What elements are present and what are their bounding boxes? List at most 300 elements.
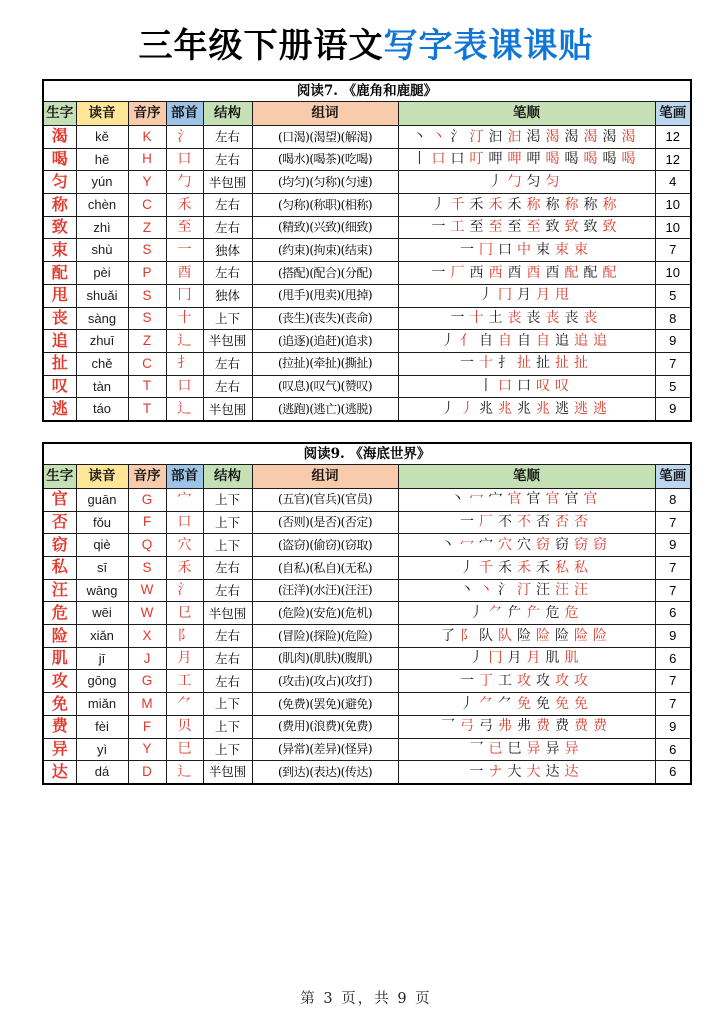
stroke-step: 厂 (450, 264, 465, 281)
stroke-step: 丿 (460, 400, 474, 417)
table-row (43, 761, 691, 784)
cell-words: (攻击)(攻占)(攻打) (252, 670, 398, 693)
stroke-step: 了 (441, 627, 455, 644)
stroke-step: 丶 (450, 491, 465, 508)
section-label: 阅读9. 《海底世界》 (43, 443, 691, 465)
column-header-strokeorder: 笔顺 (398, 464, 655, 488)
stroke-step: 禾 (488, 196, 503, 213)
stroke-step: 队 (479, 627, 493, 644)
stroke-step: 汪 (574, 582, 588, 599)
cell-stroke-order (398, 647, 655, 670)
stroke-step: 私 (555, 559, 569, 576)
stroke-step: 汩 (488, 128, 503, 145)
cell-radical: 禾 (166, 194, 203, 217)
cell-char: 险 (43, 625, 76, 648)
table-row (43, 738, 691, 761)
table-row (43, 693, 691, 716)
cell-structure: 左右 (203, 625, 252, 648)
column-header-structure: 结构 (203, 464, 252, 488)
cell-radical: 穴 (166, 534, 203, 557)
stroke-step: 禾 (507, 196, 522, 213)
cell-structure: 上下 (203, 534, 252, 557)
cell-structure: 上下 (203, 693, 252, 716)
cell-stroke-order (398, 738, 655, 761)
cell-pinyin: sàng (76, 307, 128, 330)
cell-stroke-order (398, 670, 655, 693)
table-row (43, 579, 691, 602)
cell-pinyin: gōng (76, 670, 128, 693)
cell-initial: Y (128, 738, 166, 761)
stroke-step: 千 (479, 559, 493, 576)
stroke-step: 一 (460, 355, 474, 372)
stroke-step: 配 (583, 264, 598, 281)
stroke-step: 汀 (517, 582, 531, 599)
cell-char: 肌 (43, 647, 76, 670)
stroke-step: 弗 (498, 718, 512, 735)
stroke-step: 致 (602, 219, 617, 236)
stroke-step: 渇 (526, 128, 541, 145)
cell-stroke-count: 9 (655, 330, 691, 353)
stroke-step: 险 (517, 627, 531, 644)
stroke-step: 酉 (526, 264, 541, 281)
cell-structure: 左右 (203, 126, 252, 149)
stroke-step: 免 (574, 695, 588, 712)
stroke-step: 追 (555, 332, 569, 349)
cell-initial: Q (128, 534, 166, 557)
table-row (43, 670, 691, 693)
stroke-step: 至 (507, 219, 522, 236)
cell-words: (否则)(是否)(否定) (252, 511, 398, 534)
stroke-step: 厃 (526, 604, 541, 621)
cell-structure: 独体 (203, 239, 252, 262)
stroke-step: 穴 (498, 536, 512, 553)
cell-initial: S (128, 557, 166, 580)
stroke-step: 攻 (517, 672, 531, 689)
cell-pinyin: fǒu (76, 511, 128, 534)
cell-char: 达 (43, 761, 76, 784)
stroke-step: 扯 (536, 355, 550, 372)
stroke-step: ⺈ (488, 604, 503, 621)
cell-structure: 左右 (203, 352, 252, 375)
cell-structure: 上下 (203, 511, 252, 534)
stroke-step: 配 (602, 264, 617, 281)
stroke-step: 喝 (583, 151, 598, 168)
cell-stroke-order (398, 534, 655, 557)
cell-initial: Z (128, 330, 166, 353)
cell-radical: 十 (166, 307, 203, 330)
stroke-step: 丿 (469, 650, 484, 667)
stroke-step: 窃 (555, 536, 569, 553)
cell-initial: Z (128, 216, 166, 239)
cell-structure: 左右 (203, 647, 252, 670)
cell-pinyin: chě (76, 352, 128, 375)
page-title (42, 18, 690, 67)
cell-stroke-order (398, 761, 655, 784)
stroke-step: 免 (536, 695, 550, 712)
stroke-step: 呷 (507, 151, 522, 168)
table-row (43, 647, 691, 670)
stroke-step: 喝 (621, 151, 636, 168)
cell-radical: 㔾 (166, 602, 203, 625)
stroke-step: 口 (498, 241, 512, 258)
cell-words: (拉扯)(牵扯)(撕扯) (252, 352, 398, 375)
cell-initial: T (128, 375, 166, 398)
stroke-step: 丿 (460, 695, 474, 712)
stroke-step: 致 (564, 219, 579, 236)
stroke-step: 西 (469, 264, 484, 281)
stroke-step: 自 (498, 332, 512, 349)
stroke-step: 厃 (507, 604, 522, 621)
cell-structure: 上下 (203, 488, 252, 511)
cell-stroke-order (398, 307, 655, 330)
section-label: 阅读7. 《鹿角和鹿腿》 (43, 80, 691, 102)
stroke-step: 氵 (498, 582, 512, 599)
stroke-step: 月 (526, 650, 541, 667)
stroke-step: 亻 (460, 332, 474, 349)
stroke-step: 称 (545, 196, 560, 213)
cell-words: (口渴)(渴望)(解渴) (252, 126, 398, 149)
stroke-step: 土 (488, 310, 503, 326)
stroke-step: 费 (536, 718, 550, 735)
stroke-step: 否 (555, 514, 569, 531)
column-header-count: 笔画 (655, 464, 691, 488)
cell-stroke-count: 7 (655, 693, 691, 716)
stroke-step: 不 (498, 514, 512, 531)
cell-char: 渴 (43, 126, 76, 149)
table-row (43, 534, 691, 557)
stroke-step: 穴 (517, 536, 531, 553)
cell-stroke-order (398, 352, 655, 375)
cell-char: 配 (43, 262, 76, 285)
stroke-step: 扯 (574, 355, 588, 372)
cell-stroke-order (398, 625, 655, 648)
stroke-step: 逃 (555, 400, 569, 417)
stroke-step: 私 (574, 559, 588, 576)
stroke-step: 汪 (555, 582, 569, 599)
cell-stroke-order (398, 511, 655, 534)
cell-words: (盗窃)(偷窃)(窃取) (252, 534, 398, 557)
cell-pinyin: yì (76, 738, 128, 761)
stroke-step: 口 (431, 151, 446, 168)
cell-stroke-order (398, 239, 655, 262)
cell-words: (汪洋)(水汪)(汪汪) (252, 579, 398, 602)
cell-stroke-order (398, 216, 655, 239)
stroke-step: 口 (498, 378, 512, 395)
cell-pinyin: qiè (76, 534, 128, 557)
cell-stroke-count: 9 (655, 715, 691, 738)
cell-char: 异 (43, 738, 76, 761)
page-number: 第 3 页，共 9 页 (300, 990, 432, 1007)
cell-words: (五官)(官兵)(官员) (252, 488, 398, 511)
cell-initial: T (128, 398, 166, 421)
stroke-step: 窃 (574, 536, 588, 553)
stroke-step: 费 (555, 718, 569, 735)
stroke-step: 口 (450, 151, 465, 168)
cell-char: 束 (43, 239, 76, 262)
stroke-step: 丨 (479, 378, 493, 395)
stroke-step: 渴 (545, 128, 560, 145)
page-title-black: 三年级下册语文 (138, 26, 384, 66)
cell-words: (自私)(私自)(无私) (252, 557, 398, 580)
character-table (42, 79, 692, 422)
cell-words: (搭配)(配合)(分配) (252, 262, 398, 285)
cell-radical: 一 (166, 239, 203, 262)
stroke-step: 一 (460, 514, 474, 531)
stroke-step: 追 (593, 332, 607, 349)
stroke-step: 工 (498, 672, 512, 689)
stroke-step: 配 (564, 264, 579, 281)
cell-stroke-order (398, 171, 655, 194)
stroke-step: 一 (460, 241, 474, 258)
stroke-step: 称 (602, 196, 617, 213)
stroke-step: 兆 (517, 400, 531, 417)
cell-char: 称 (43, 194, 76, 217)
cell-pinyin: guān (76, 488, 128, 511)
stroke-step: 汪 (536, 582, 550, 599)
stroke-step: 叹 (555, 378, 569, 395)
page-title-blue: 写字表课课贴 (383, 26, 594, 66)
cell-pinyin: shuǎi (76, 284, 128, 307)
stroke-step: 异 (545, 741, 560, 757)
stroke-step: 渴 (564, 128, 579, 145)
cell-stroke-count: 7 (655, 670, 691, 693)
cell-radical: 氵 (166, 126, 203, 149)
cell-initial: F (128, 715, 166, 738)
cell-words: (危险)(安危)(危机) (252, 602, 398, 625)
cell-structure: 左右 (203, 375, 252, 398)
column-header-pinyin: 读音 (76, 102, 128, 126)
cell-stroke-order (398, 148, 655, 171)
cell-initial: G (128, 488, 166, 511)
stroke-step: 束 (555, 241, 569, 258)
cell-initial: J (128, 647, 166, 670)
cell-initial: S (128, 239, 166, 262)
stroke-step: 渴 (621, 128, 636, 145)
column-header-radical: 部首 (166, 464, 203, 488)
cell-char: 扯 (43, 352, 76, 375)
stroke-step: 弓 (479, 718, 493, 735)
stroke-step: 扌 (498, 355, 512, 372)
stroke-step: 费 (593, 718, 607, 735)
stroke-step: 攻 (555, 672, 569, 689)
cell-pinyin: chèn (76, 194, 128, 217)
stroke-step: 匀 (526, 173, 541, 190)
cell-pinyin: dá (76, 761, 128, 784)
column-header-char: 生字 (43, 464, 76, 488)
character-table (42, 442, 692, 785)
column-header-radical: 部首 (166, 102, 203, 126)
stroke-step: 丶 (412, 128, 427, 145)
stroke-step: 丶 (479, 582, 493, 599)
cell-stroke-order (398, 194, 655, 217)
stroke-step: 弓 (460, 718, 474, 735)
cell-initial: P (128, 262, 166, 285)
cell-words: (匀称)(称职)(相称) (252, 194, 398, 217)
stroke-step: 肌 (545, 650, 560, 667)
cell-stroke-count: 8 (655, 307, 691, 330)
cell-radical: 至 (166, 216, 203, 239)
table-row (43, 375, 691, 398)
cell-words: (冒险)(探险)(危险) (252, 625, 398, 648)
cell-structure: 半包围 (203, 398, 252, 421)
stroke-step: 称 (583, 196, 598, 213)
cell-stroke-order (398, 557, 655, 580)
cell-radical: 口 (166, 511, 203, 534)
cell-char: 甩 (43, 284, 76, 307)
cell-stroke-order (398, 488, 655, 511)
stroke-step: 丧 (583, 310, 598, 326)
cell-char: 否 (43, 511, 76, 534)
cell-stroke-count: 5 (655, 284, 691, 307)
cell-char: 费 (43, 715, 76, 738)
cell-stroke-count: 8 (655, 488, 691, 511)
cell-stroke-count: 9 (655, 534, 691, 557)
cell-pinyin: sī (76, 557, 128, 580)
cell-words: (肌肉)(肌肤)(腹肌) (252, 647, 398, 670)
stroke-step: 工 (450, 219, 465, 236)
stroke-step: 异 (564, 741, 579, 757)
cell-stroke-count: 7 (655, 239, 691, 262)
stroke-step: 不 (517, 514, 531, 531)
stroke-step: ナ (488, 763, 503, 780)
stroke-step: 一 (431, 264, 446, 281)
cell-stroke-count: 12 (655, 148, 691, 171)
cell-char: 叹 (43, 375, 76, 398)
cell-stroke-count: 4 (655, 171, 691, 194)
cell-radical: 口 (166, 148, 203, 171)
cell-structure: 上下 (203, 307, 252, 330)
stroke-step: 险 (574, 627, 588, 644)
stroke-step: 窃 (536, 536, 550, 553)
table-row (43, 625, 691, 648)
cell-pinyin: wēi (76, 602, 128, 625)
stroke-step: 西 (488, 264, 503, 281)
stroke-step: 致 (545, 219, 560, 236)
stroke-step: 致 (583, 219, 598, 236)
stroke-step: 丨 (412, 151, 427, 168)
cell-stroke-order (398, 330, 655, 353)
cell-stroke-count: 12 (655, 126, 691, 149)
stroke-step: 追 (574, 332, 588, 349)
table-row (43, 171, 691, 194)
cell-radical: 辶 (166, 330, 203, 353)
stroke-step: 禾 (498, 559, 512, 576)
cell-initial: C (128, 194, 166, 217)
stroke-step: 喝 (602, 151, 617, 168)
table-row (43, 602, 691, 625)
cell-words: (叹息)(叹气)(赞叹) (252, 375, 398, 398)
stroke-step: 弗 (517, 718, 531, 735)
cell-stroke-count: 7 (655, 511, 691, 534)
cell-radical: 工 (166, 670, 203, 693)
cell-words: (丧生)(丧失)(丧命) (252, 307, 398, 330)
stroke-step: 已 (488, 741, 503, 757)
stroke-step: 官 (526, 491, 541, 508)
cell-initial: K (128, 126, 166, 149)
stroke-step: 丶 (460, 582, 474, 599)
stroke-step: 月 (507, 650, 522, 667)
stroke-step: 丿 (479, 287, 493, 304)
column-header-pinyin: 读音 (76, 464, 128, 488)
cell-words: (追逐)(追赶)(追求) (252, 330, 398, 353)
stroke-step: 禾 (517, 559, 531, 576)
stroke-step: ⺈ (479, 695, 493, 712)
cell-stroke-order (398, 715, 655, 738)
stroke-step: 险 (536, 627, 550, 644)
stroke-step: 丿 (441, 400, 455, 417)
stroke-step: 喝 (564, 151, 579, 168)
cell-stroke-count: 6 (655, 602, 691, 625)
cell-pinyin: hē (76, 148, 128, 171)
stroke-step: 至 (469, 219, 484, 236)
table-row (43, 398, 691, 421)
stroke-step: 队 (498, 627, 512, 644)
stroke-step: 十 (469, 310, 484, 326)
table-row (43, 511, 691, 534)
stroke-step: 自 (479, 332, 493, 349)
cell-pinyin: xiǎn (76, 625, 128, 648)
cell-stroke-order (398, 126, 655, 149)
stroke-step: 一 (450, 310, 465, 326)
cell-stroke-count: 10 (655, 216, 691, 239)
stroke-step: 官 (507, 491, 522, 508)
cell-initial: D (128, 761, 166, 784)
stroke-step: 冂 (488, 650, 503, 667)
cell-char: 致 (43, 216, 76, 239)
cell-stroke-count: 5 (655, 375, 691, 398)
stroke-step: 匀 (545, 173, 560, 190)
stroke-step: 险 (593, 627, 607, 644)
stroke-step: 束 (574, 241, 588, 258)
stroke-step: 危 (545, 604, 560, 621)
stroke-step: 丿 (488, 173, 503, 190)
cell-initial: M (128, 693, 166, 716)
cell-pinyin: jī (76, 647, 128, 670)
table-row (43, 126, 691, 149)
table-row (43, 488, 691, 511)
stroke-step: 氵 (450, 128, 465, 145)
tables-container (42, 79, 690, 785)
cell-structure: 左右 (203, 262, 252, 285)
cell-pinyin: wāng (76, 579, 128, 602)
cell-char: 官 (43, 488, 76, 511)
stroke-step: 肌 (564, 650, 579, 667)
cell-structure: 独体 (203, 284, 252, 307)
stroke-step: 冖 (469, 491, 484, 508)
cell-pinyin: zhì (76, 216, 128, 239)
stroke-step: 费 (574, 718, 588, 735)
stroke-step: 阝 (460, 627, 474, 644)
cell-radical: 辶 (166, 761, 203, 784)
stroke-step: 丿 (441, 332, 455, 349)
table-row (43, 239, 691, 262)
stroke-step: 攻 (536, 672, 550, 689)
stroke-step: 冂 (498, 287, 512, 304)
column-header-words: 组词 (252, 102, 398, 126)
cell-pinyin: shù (76, 239, 128, 262)
cell-initial: S (128, 307, 166, 330)
stroke-step: 厂 (479, 514, 493, 531)
column-header-count: 笔画 (655, 102, 691, 126)
cell-radical: 贝 (166, 715, 203, 738)
stroke-step: 大 (526, 763, 541, 780)
cell-words: (免费)(罢免)(避免) (252, 693, 398, 716)
stroke-step: 十 (479, 355, 493, 372)
cell-initial: G (128, 670, 166, 693)
table-row (43, 216, 691, 239)
stroke-step: 称 (564, 196, 579, 213)
stroke-step: 扯 (555, 355, 569, 372)
